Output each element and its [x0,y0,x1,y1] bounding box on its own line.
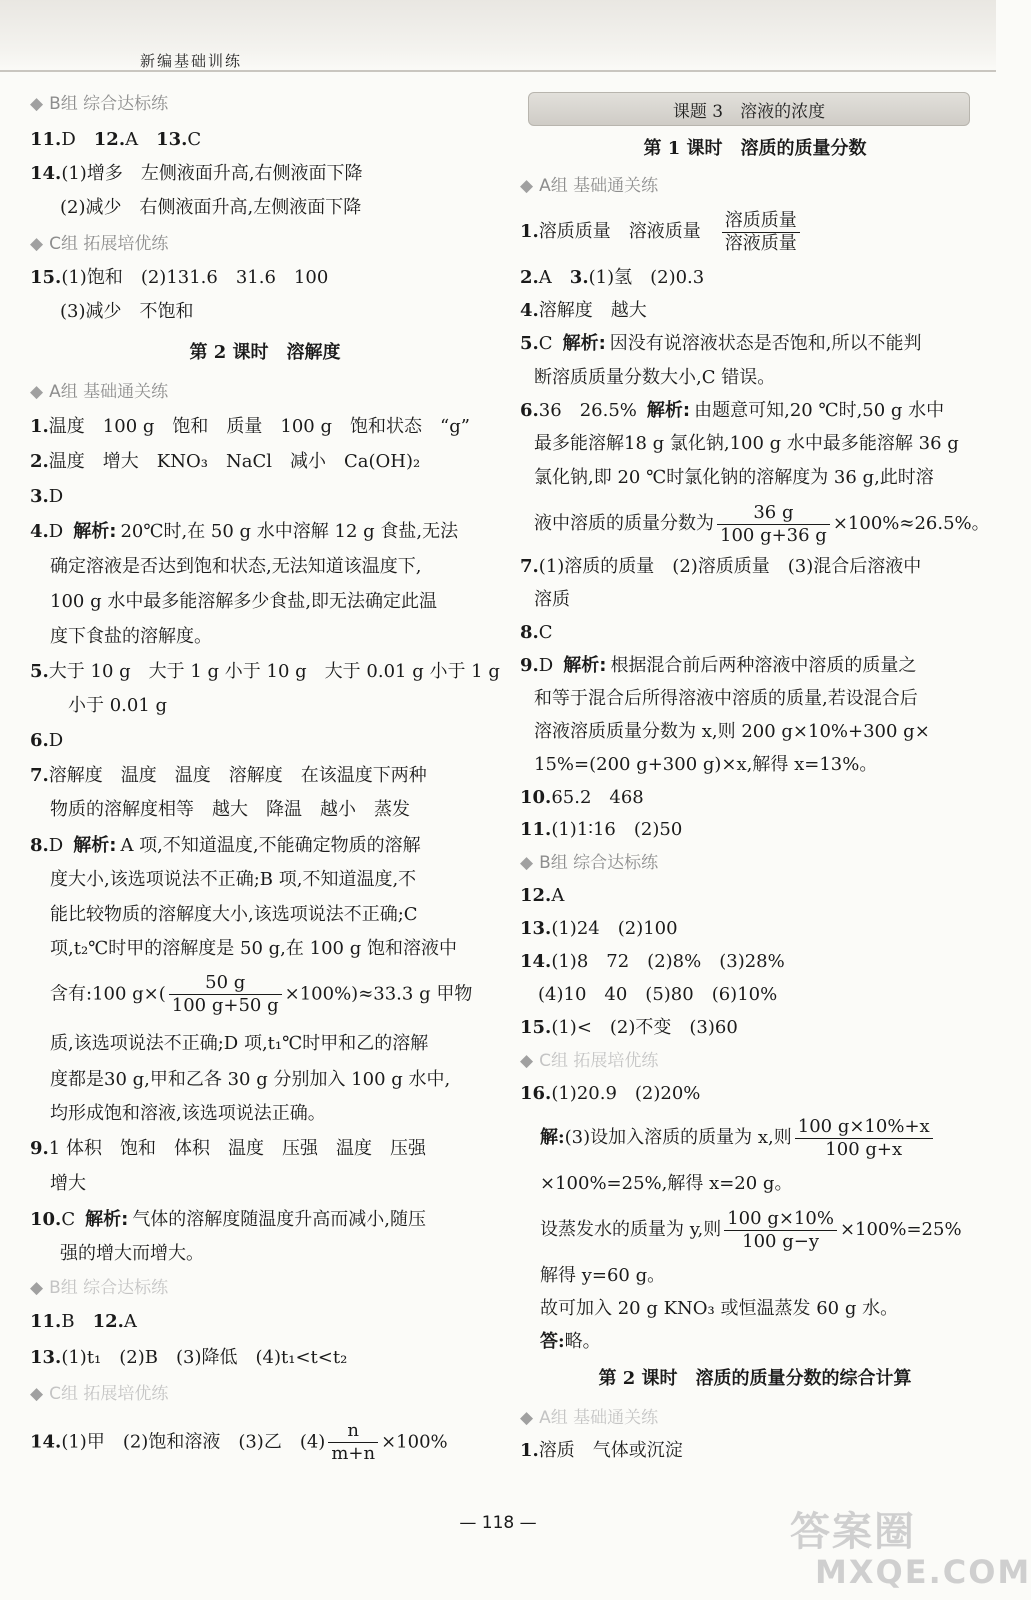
answer-line: 增大 [50,1173,86,1194]
answer-line: 7.(1)溶质的质量 (2)溶质质量 (3)混合后溶液中 [520,556,922,577]
answer-line: 答:略。 [540,1331,601,1352]
answer-line: 10.C 解析: 气体的溶解度随温度升高而减小,随压 [30,1209,427,1230]
fraction: $\frac{100 g\times 10\%}{100 g-y}$ [724,1208,837,1253]
watermark-url: MXQE.COM [815,1553,1031,1591]
answer-line: 1.溶质 气体或沉淀 [520,1440,683,1461]
answer-line: 6.D [30,730,64,751]
formula-line: 液中溶质的质量分数为 $\frac{36 g}{100 g+36 g}$ ×100%≈26.5%。 [534,501,990,546]
group-heading: ◆ C组 拓展培优练 [30,1384,169,1404]
answer-line: 13.(1)t₁ (2)B (3)降低 (4)t₁<t<t₂ [30,1347,348,1368]
answer-line: 最多能溶解18 g 氯化钠,100 g 水中最多能溶解 36 g [534,433,959,454]
fraction: $\frac{50 g}{100 g+50 g}$ [169,972,282,1017]
book-title: 新编基础训练 [140,52,243,70]
answer-line: 氯化钠,即 20 ℃时氯化钠的溶解度为 36 g,此时溶 [534,467,934,488]
watermark-logo: 答案圈 [790,1509,916,1555]
lesson-title: 第 2 课时 溶解度 [189,342,341,363]
answer-line: 11.(1)1∶16 (2)50 [520,819,683,840]
formula-line: 含有:100 g×( $\frac{50 g}{100 g+50 g}$ ×100%)≈33.3 g 甲物 [50,972,473,1016]
fraction: $\frac{100 g\times 10\%+x}{100 g+x}$ [795,1116,933,1161]
answer-line: 16.(1)20.9 (2)20% [520,1083,701,1104]
answer-line: 强的增大而增大。 [60,1243,204,1264]
answer-line: 15%=(200 g+300 g)×x,解得 x=13%。 [534,754,878,775]
answer-line: 质,该选项说法不正确;D 项,t₁℃时甲和乙的溶解 [50,1033,429,1054]
answer-line: 故可加入 20 g KNO₃ 或恒温蒸发 60 g 水。 [540,1298,899,1319]
answer-line: (3)减少 不饱和 [60,301,194,322]
answer-line: 断溶质质量分数大小,C 错误。 [534,367,776,388]
answer-line: 11.B 12.A [30,1311,137,1332]
answer-line: 小于 0.01 g [68,695,168,716]
group-heading: ◆ C组 拓展培优练 [30,234,169,254]
answer-line: 8.D 解析: A 项,不知道温度,不能确定物质的溶解 [30,835,421,856]
answer-line: 物质的溶解度相等 越大 降温 越小 蒸发 [50,799,410,820]
group-heading: ◆ A组 基础通关练 [520,176,659,196]
answer-line: 11.D 12.A 13.C [30,129,202,150]
formula-line: 1.溶质质量 溶液质量 $\frac{\text{溶质质量}}{\text{溶液质量}}$ [520,208,803,256]
group-heading: ◆ C组 拓展培优练 [520,1051,659,1071]
group-heading: ◆ B组 综合达标练 [30,94,169,114]
answer-line: 5.C 解析: 因没有说溶液状态是否饱和,所以不能判 [520,333,922,354]
answer-line: 度下食盐的溶解度。 [50,626,212,647]
answer-line: 100 g 水中最多能溶解多少食盐,即无法确定此温 [50,591,438,612]
group-heading: ◆ A组 基础通关练 [520,1408,659,1428]
answer-line: 4.溶解度 越大 [520,300,647,321]
page-number: — 118 — [459,1513,537,1533]
formula-line: 设蒸发水的质量为 y,则 $\frac{100 g\times 10\%}{100 g-y}$ ×100%=25% [540,1207,962,1252]
answer-line: 2.A 3.(1)氢 (2)0.3 [520,267,705,288]
answer-line: 14.(1)8 72 (2)8% (3)28% [520,951,785,972]
answer-line: 溶液溶质质量分数为 x,则 200 g×10%+300 g× [534,721,930,742]
answer-line: 均形成饱和溶液,该选项说法正确。 [50,1103,326,1124]
answer-line: 15.(1)< (2)不变 (3)60 [520,1017,738,1038]
answer-line: 10.65.2 468 [520,787,644,808]
answer-line: 4.D 解析: 20℃时,在 50 g 水中溶解 12 g 食盐,无法 [30,521,459,542]
answer-line: ×100%=25%,解得 x=20 g。 [540,1173,793,1194]
answer-line: 溶质 [534,589,570,610]
answer-line: 度大小,该选项说法不正确;B 项,不知道温度,不 [50,869,417,890]
answer-line: (2)减少 右侧液面升高,左侧液面下降 [60,197,362,218]
fraction: $\frac{\text{溶质质量}}{\text{溶液质量}}$ [722,210,800,255]
answer-line: 8.C [520,622,553,643]
answer-line: 14.(1)增多 左侧液面升高,右侧液面下降 [30,163,363,184]
answer-line: 2.温度 增大 KNO₃ NaCl 减小 Ca(OH)₂ [30,451,421,472]
answer-line: 5.大于 10 g 大于 1 g 小于 10 g 大于 0.01 g 小于 1 g [30,661,500,682]
group-heading: ◆ A组 基础通关练 [30,382,169,402]
answer-line: 项,t₂℃时甲的溶解度是 50 g,在 100 g 饱和溶液中 [50,938,457,959]
answer-line: (4)10 40 (5)80 (6)10% [538,984,778,1005]
answer-line: 6.36 26.5% 解析: 由题意可知,20 ℃时,50 g 水中 [520,400,945,421]
fraction: $\frac{n}{m+n}$ [328,1420,378,1465]
answer-line: 9.1 体积 饱和 体积 温度 压强 温度 压强 [30,1138,426,1159]
answer-line: 1.温度 100 g 饱和 质量 100 g 饱和状态 “g” [30,416,470,437]
answer-line: 3.D [30,486,64,507]
formula-line: 解:(3)设加入溶质的质量为 x,则 $\frac{100 g\times 10\%+x}{100 g+x}$ [540,1114,936,1162]
answer-line: 12.A [520,885,565,906]
answer-line: 7.溶解度 温度 温度 溶解度 在该温度下两种 [30,765,427,786]
group-heading: ◆ B组 综合达标练 [30,1278,169,1298]
lesson-title: 第 1 课时 溶质的质量分数 [643,138,867,159]
formula-line: 14.(1)甲 (2)饱和溶液 (3)乙 (4) $\frac{n}{m+n}$ ×100% [30,1420,448,1464]
header-divider [0,70,996,72]
answer-line: 解得 y=60 g。 [540,1265,666,1286]
answer-line: 确定溶液是否达到饱和状态,无法知道该温度下, [50,556,422,577]
answer-line: 能比较物质的溶解度大小,该选项说法不正确;C [50,904,418,925]
answer-line: 9.D 解析: 根据混合前后两种溶液中溶质的质量之 [520,655,917,676]
answer-line: 度都是30 g,甲和乙各 30 g 分别加入 100 g 水中, [50,1069,451,1090]
answer-line: 和等于混合后所得溶液中溶质的质量,若设混合后 [534,688,918,709]
topic-banner: 课题 3 溶液的浓度 [528,92,970,126]
fraction: $\frac{36 g}{100 g+36 g}$ [717,502,830,547]
lesson-title: 第 2 课时 溶质的质量分数的综合计算 [598,1368,912,1389]
answer-line: 13.(1)24 (2)100 [520,918,678,939]
group-heading: ◆ B组 综合达标练 [520,853,659,873]
answer-line: 15.(1)饱和 (2)131.6 31.6 100 [30,267,329,288]
